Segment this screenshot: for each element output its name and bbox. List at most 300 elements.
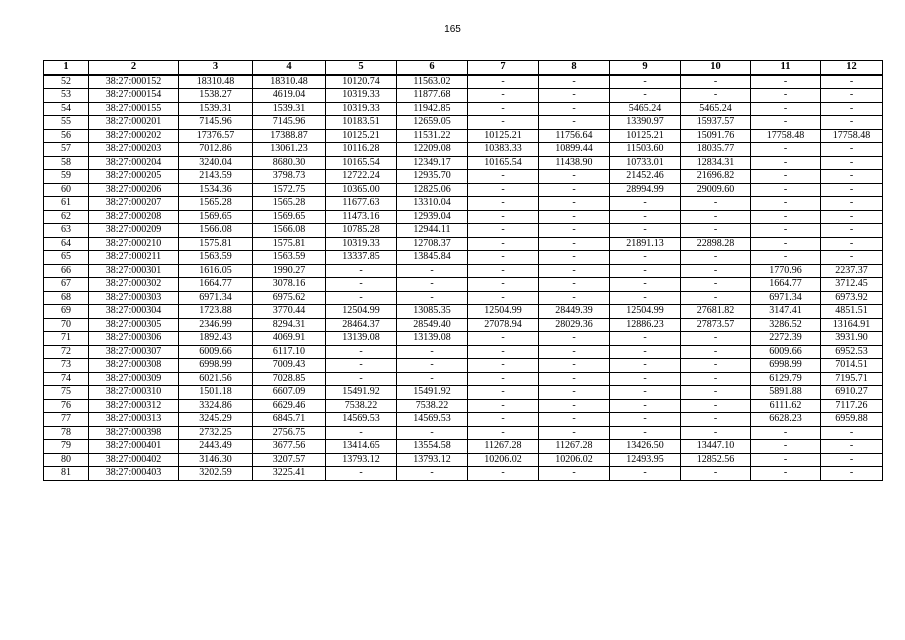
table-cell: - xyxy=(821,224,883,238)
table-cell: 6628.23 xyxy=(751,413,821,427)
table-cell: 3712.45 xyxy=(821,278,883,292)
table-cell: 12722.24 xyxy=(326,170,397,184)
table-cell: 6973.92 xyxy=(821,291,883,305)
table-cell: 7538.22 xyxy=(397,399,468,413)
table-cell: 11942.85 xyxy=(397,102,468,116)
table-cell: - xyxy=(468,467,539,481)
table-cell: - xyxy=(610,89,681,103)
table-cell: 58 xyxy=(44,156,89,170)
table-cell: - xyxy=(326,359,397,373)
table-cell: 28449.39 xyxy=(539,305,610,319)
table-cell: - xyxy=(539,399,610,413)
table-cell: - xyxy=(397,372,468,386)
table-cell: 6998.99 xyxy=(179,359,253,373)
table-cell: - xyxy=(539,102,610,116)
table-cell: 12349.17 xyxy=(397,156,468,170)
table-cell: 63 xyxy=(44,224,89,238)
table-cell: 38:27:000204 xyxy=(89,156,179,170)
table-cell: 1664.77 xyxy=(179,278,253,292)
table-cell: - xyxy=(326,264,397,278)
table-cell: - xyxy=(610,197,681,211)
table-cell: - xyxy=(751,251,821,265)
table-cell: 68 xyxy=(44,291,89,305)
table-cell: - xyxy=(326,372,397,386)
table-cell: 1575.81 xyxy=(253,237,326,251)
column-header: 4 xyxy=(253,61,326,75)
table-cell: 12886.23 xyxy=(610,318,681,332)
table-cell: 79 xyxy=(44,440,89,454)
table-cell: 13447.10 xyxy=(681,440,751,454)
table-cell: 60 xyxy=(44,183,89,197)
table-cell: - xyxy=(539,291,610,305)
table-cell: - xyxy=(821,89,883,103)
table-cell: 1501.18 xyxy=(179,386,253,400)
table-cell: 38:27:000302 xyxy=(89,278,179,292)
table-cell: 38:27:000307 xyxy=(89,345,179,359)
table-row xyxy=(44,210,883,224)
table-row xyxy=(44,399,883,413)
table-cell: 13793.12 xyxy=(326,453,397,467)
table-cell: 7012.86 xyxy=(179,143,253,157)
table-cell: - xyxy=(821,102,883,116)
table-cell: 15491.92 xyxy=(326,386,397,400)
table-cell: 18035.77 xyxy=(681,143,751,157)
table-row xyxy=(44,75,883,89)
table-cell: 17758.48 xyxy=(821,129,883,143)
table-cell: 59 xyxy=(44,170,89,184)
table-cell: 6952.53 xyxy=(821,345,883,359)
table-cell: - xyxy=(539,386,610,400)
table-cell: 6117.10 xyxy=(253,345,326,359)
table-cell: 6971.34 xyxy=(751,291,821,305)
table-cell: - xyxy=(751,116,821,130)
table-cell: - xyxy=(397,278,468,292)
table-cell: 1664.77 xyxy=(751,278,821,292)
table-cell: 71 xyxy=(44,332,89,346)
table-cell: - xyxy=(326,426,397,440)
table-cell: 2237.37 xyxy=(821,264,883,278)
table-cell: 81 xyxy=(44,467,89,481)
table-cell: 67 xyxy=(44,278,89,292)
table-cell: 7145.96 xyxy=(179,116,253,130)
table-cell: 12504.99 xyxy=(468,305,539,319)
table-cell: - xyxy=(468,237,539,251)
table-cell: 6009.66 xyxy=(751,345,821,359)
table-cell: - xyxy=(821,170,883,184)
table-cell: 38:27:000301 xyxy=(89,264,179,278)
column-header: 1 xyxy=(44,61,89,75)
table-cell: - xyxy=(539,264,610,278)
table-cell: - xyxy=(468,359,539,373)
table-cell: - xyxy=(468,75,539,89)
table-cell: 76 xyxy=(44,399,89,413)
table-cell: - xyxy=(610,278,681,292)
table-cell: - xyxy=(468,345,539,359)
table-cell: 11756.64 xyxy=(539,129,610,143)
table-row xyxy=(44,170,883,184)
table-cell: 8294.31 xyxy=(253,318,326,332)
table-cell: 10165.54 xyxy=(468,156,539,170)
column-header: 10 xyxy=(681,61,751,75)
table-cell: 1538.27 xyxy=(179,89,253,103)
table-cell: 38:27:000207 xyxy=(89,197,179,211)
table-cell: 6845.71 xyxy=(253,413,326,427)
table-cell: 4851.51 xyxy=(821,305,883,319)
table-cell: 38:27:000205 xyxy=(89,170,179,184)
table-cell: 38:27:000210 xyxy=(89,237,179,251)
column-header: 11 xyxy=(751,61,821,75)
table-cell: - xyxy=(539,197,610,211)
table-cell: - xyxy=(821,467,883,481)
table-cell: 38:27:000154 xyxy=(89,89,179,103)
table-cell: - xyxy=(751,156,821,170)
page-number: 165 xyxy=(444,24,461,35)
table-cell: 7117.26 xyxy=(821,399,883,413)
table-cell: 12825.06 xyxy=(397,183,468,197)
table-cell: - xyxy=(468,183,539,197)
table-cell: - xyxy=(610,399,681,413)
table-cell: - xyxy=(468,399,539,413)
table-cell: 38:27:000403 xyxy=(89,467,179,481)
table-cell: 6629.46 xyxy=(253,399,326,413)
table-cell: 13139.08 xyxy=(326,332,397,346)
table-row xyxy=(44,372,883,386)
table-cell: - xyxy=(539,89,610,103)
table-row xyxy=(44,183,883,197)
table-cell: 2756.75 xyxy=(253,426,326,440)
table-row xyxy=(44,291,883,305)
table-cell: - xyxy=(468,102,539,116)
table-cell: 1539.31 xyxy=(253,102,326,116)
table-cell: 52 xyxy=(44,75,89,89)
table-cell: - xyxy=(681,345,751,359)
table-cell: 38:27:000202 xyxy=(89,129,179,143)
table-cell: 12209.08 xyxy=(397,143,468,157)
table-cell: 11563.02 xyxy=(397,75,468,89)
table-cell: 38:27:000306 xyxy=(89,332,179,346)
table-cell: 12708.37 xyxy=(397,237,468,251)
table-cell: - xyxy=(821,183,883,197)
table-cell: 10206.02 xyxy=(468,453,539,467)
table-cell: - xyxy=(821,143,883,157)
table-cell: - xyxy=(539,237,610,251)
table-cell: - xyxy=(681,89,751,103)
table-cell: - xyxy=(468,264,539,278)
table-cell: 2732.25 xyxy=(179,426,253,440)
table-cell: 11677.63 xyxy=(326,197,397,211)
table-cell: 38:27:000206 xyxy=(89,183,179,197)
table-cell: 64 xyxy=(44,237,89,251)
table-cell: - xyxy=(821,197,883,211)
table-cell: - xyxy=(681,291,751,305)
table-cell: - xyxy=(681,197,751,211)
table-cell: 18310.48 xyxy=(253,75,326,89)
table-cell: 1539.31 xyxy=(179,102,253,116)
table-cell: 21452.46 xyxy=(610,170,681,184)
table-cell: 6111.62 xyxy=(751,399,821,413)
table-cell: 6009.66 xyxy=(179,345,253,359)
table-cell: - xyxy=(681,75,751,89)
table-cell: - xyxy=(539,116,610,130)
column-header: 7 xyxy=(468,61,539,75)
table-cell: 12659.05 xyxy=(397,116,468,130)
table-cell: - xyxy=(539,372,610,386)
table-cell: 38:27:000203 xyxy=(89,143,179,157)
table-cell: 11503.60 xyxy=(610,143,681,157)
table-cell: - xyxy=(681,264,751,278)
table-cell: - xyxy=(610,264,681,278)
table-cell: 3147.41 xyxy=(751,305,821,319)
table-cell: 7195.71 xyxy=(821,372,883,386)
table-cell: - xyxy=(539,467,610,481)
table-cell: - xyxy=(681,372,751,386)
table-cell: 21891.13 xyxy=(610,237,681,251)
table-cell: 38:27:000402 xyxy=(89,453,179,467)
table-cell: 1575.81 xyxy=(179,237,253,251)
table-cell: 6971.34 xyxy=(179,291,253,305)
table-cell: - xyxy=(610,332,681,346)
table-cell: - xyxy=(681,332,751,346)
table-cell: 3202.59 xyxy=(179,467,253,481)
table-cell: - xyxy=(751,453,821,467)
table-cell: - xyxy=(751,183,821,197)
table-cell: 18310.48 xyxy=(179,75,253,89)
table-cell: 10165.54 xyxy=(326,156,397,170)
table-row xyxy=(44,237,883,251)
table-cell: 6998.99 xyxy=(751,359,821,373)
table-cell: - xyxy=(468,170,539,184)
table-cell: 1566.08 xyxy=(179,224,253,238)
table-cell: 27681.82 xyxy=(681,305,751,319)
table-cell: - xyxy=(539,426,610,440)
table-cell: - xyxy=(397,426,468,440)
table-cell: 62 xyxy=(44,210,89,224)
table-cell: 72 xyxy=(44,345,89,359)
table-cell: 13390.97 xyxy=(610,116,681,130)
table-cell: 3677.56 xyxy=(253,440,326,454)
table-cell: 17388.87 xyxy=(253,129,326,143)
table-cell: 5891.88 xyxy=(751,386,821,400)
table-cell: 6607.09 xyxy=(253,386,326,400)
table-cell: 1723.88 xyxy=(179,305,253,319)
table-cell: 12944.11 xyxy=(397,224,468,238)
table-cell: 12493.95 xyxy=(610,453,681,467)
table-cell: 77 xyxy=(44,413,89,427)
table-cell: 10116.28 xyxy=(326,143,397,157)
table-cell: 38:27:000398 xyxy=(89,426,179,440)
table-cell: 38:27:000211 xyxy=(89,251,179,265)
column-header: 2 xyxy=(89,61,179,75)
table-cell: - xyxy=(681,210,751,224)
table-row xyxy=(44,264,883,278)
column-header: 9 xyxy=(610,61,681,75)
table-cell: - xyxy=(610,251,681,265)
table-cell: 10125.21 xyxy=(326,129,397,143)
table-row xyxy=(44,453,883,467)
table-cell: 7014.51 xyxy=(821,359,883,373)
table-cell: - xyxy=(326,278,397,292)
table-cell: 2143.59 xyxy=(179,170,253,184)
table-cell: 3207.57 xyxy=(253,453,326,467)
table-cell: 3146.30 xyxy=(179,453,253,467)
table-cell: 10733.01 xyxy=(610,156,681,170)
table-cell: - xyxy=(751,89,821,103)
table-cell: - xyxy=(821,426,883,440)
table-cell: 10319.33 xyxy=(326,102,397,116)
table-cell: 1534.36 xyxy=(179,183,253,197)
table-cell: 78 xyxy=(44,426,89,440)
table-row xyxy=(44,251,883,265)
table-row xyxy=(44,278,883,292)
table-cell: 38:27:000312 xyxy=(89,399,179,413)
table-cell: 80 xyxy=(44,453,89,467)
table-cell: 13061.23 xyxy=(253,143,326,157)
table-cell: 15091.76 xyxy=(681,129,751,143)
table-cell: 2443.49 xyxy=(179,440,253,454)
table-cell: - xyxy=(751,237,821,251)
table-cell: 54 xyxy=(44,102,89,116)
column-header: 8 xyxy=(539,61,610,75)
table-cell: 10206.02 xyxy=(539,453,610,467)
table-body xyxy=(44,75,883,481)
table-cell: 1616.05 xyxy=(179,264,253,278)
table-cell: 3770.44 xyxy=(253,305,326,319)
table-cell: - xyxy=(397,264,468,278)
table-row xyxy=(44,102,883,116)
table-cell: 21696.82 xyxy=(681,170,751,184)
table-cell: 13793.12 xyxy=(397,453,468,467)
table-cell: - xyxy=(821,440,883,454)
table-cell: 6129.79 xyxy=(751,372,821,386)
table-cell: - xyxy=(326,291,397,305)
table-cell: - xyxy=(326,467,397,481)
table-row xyxy=(44,143,883,157)
table-cell: 5465.24 xyxy=(681,102,751,116)
table-cell: - xyxy=(751,75,821,89)
table-cell: 38:27:000303 xyxy=(89,291,179,305)
table-cell: 1892.43 xyxy=(179,332,253,346)
table-cell: - xyxy=(681,399,751,413)
table-cell: 38:27:000304 xyxy=(89,305,179,319)
table-cell: 7009.43 xyxy=(253,359,326,373)
table-cell: 38:27:000209 xyxy=(89,224,179,238)
table-cell: 38:27:000313 xyxy=(89,413,179,427)
table-cell: - xyxy=(681,251,751,265)
table-cell: 1563.59 xyxy=(179,251,253,265)
table-cell: 38:27:000309 xyxy=(89,372,179,386)
table-cell: - xyxy=(610,413,681,427)
table-cell: 11473.16 xyxy=(326,210,397,224)
table-cell: 65 xyxy=(44,251,89,265)
table-cell: 11531.22 xyxy=(397,129,468,143)
table-cell: 12939.04 xyxy=(397,210,468,224)
table-cell: 55 xyxy=(44,116,89,130)
table-cell: 10120.74 xyxy=(326,75,397,89)
table-cell: - xyxy=(821,237,883,251)
table-cell: 28994.99 xyxy=(610,183,681,197)
table-cell: 3324.86 xyxy=(179,399,253,413)
table-cell: 1569.65 xyxy=(179,210,253,224)
table-row xyxy=(44,89,883,103)
table-cell: 15937.57 xyxy=(681,116,751,130)
table-cell: - xyxy=(468,372,539,386)
table-cell: - xyxy=(751,467,821,481)
table-cell: 1565.28 xyxy=(253,197,326,211)
table-cell: - xyxy=(681,359,751,373)
table-cell: - xyxy=(539,278,610,292)
table-cell: - xyxy=(397,291,468,305)
table-cell: 17758.48 xyxy=(751,129,821,143)
table-cell: 38:27:000401 xyxy=(89,440,179,454)
column-header: 5 xyxy=(326,61,397,75)
table-cell: 4069.91 xyxy=(253,332,326,346)
table-cell: - xyxy=(468,251,539,265)
table-cell: - xyxy=(821,116,883,130)
table-cell: 13337.85 xyxy=(326,251,397,265)
table-cell: 4619.04 xyxy=(253,89,326,103)
table-cell: - xyxy=(681,278,751,292)
table-cell: 12504.99 xyxy=(610,305,681,319)
table-cell: 38:27:000305 xyxy=(89,318,179,332)
table-cell: 10125.21 xyxy=(468,129,539,143)
table-cell: 11267.28 xyxy=(539,440,610,454)
table-cell: - xyxy=(751,210,821,224)
table-cell: 70 xyxy=(44,318,89,332)
table-cell: 29009.60 xyxy=(681,183,751,197)
table-cell: - xyxy=(681,224,751,238)
table-cell: 11267.28 xyxy=(468,440,539,454)
table-row xyxy=(44,156,883,170)
data-table xyxy=(43,60,883,481)
table-cell: - xyxy=(468,291,539,305)
table-cell: - xyxy=(539,170,610,184)
table-cell: - xyxy=(610,210,681,224)
table-cell: - xyxy=(610,386,681,400)
table-cell: - xyxy=(539,332,610,346)
table-row xyxy=(44,197,883,211)
table-cell: 28029.36 xyxy=(539,318,610,332)
table-cell: 13554.58 xyxy=(397,440,468,454)
table-cell: - xyxy=(821,210,883,224)
table-cell: - xyxy=(681,426,751,440)
table-cell: - xyxy=(539,75,610,89)
table-cell: 3245.29 xyxy=(179,413,253,427)
table-cell: 3286.52 xyxy=(751,318,821,332)
table-cell: - xyxy=(397,359,468,373)
table-cell: 13085.35 xyxy=(397,305,468,319)
table-cell: 8680.30 xyxy=(253,156,326,170)
table-cell: - xyxy=(751,197,821,211)
table-row xyxy=(44,413,883,427)
table-cell: - xyxy=(821,251,883,265)
table-cell: 10899.44 xyxy=(539,143,610,157)
table-row xyxy=(44,440,883,454)
table-cell: 1566.08 xyxy=(253,224,326,238)
table-cell: 3078.16 xyxy=(253,278,326,292)
table-cell: - xyxy=(610,75,681,89)
table-cell: 1569.65 xyxy=(253,210,326,224)
table-cell: 75 xyxy=(44,386,89,400)
table-cell: - xyxy=(610,345,681,359)
table-cell: - xyxy=(468,89,539,103)
table-cell: 28464.37 xyxy=(326,318,397,332)
table-cell: - xyxy=(821,156,883,170)
table-cell: - xyxy=(397,345,468,359)
table-cell: - xyxy=(751,170,821,184)
table-row xyxy=(44,426,883,440)
table-row xyxy=(44,386,883,400)
table-cell: 27873.57 xyxy=(681,318,751,332)
